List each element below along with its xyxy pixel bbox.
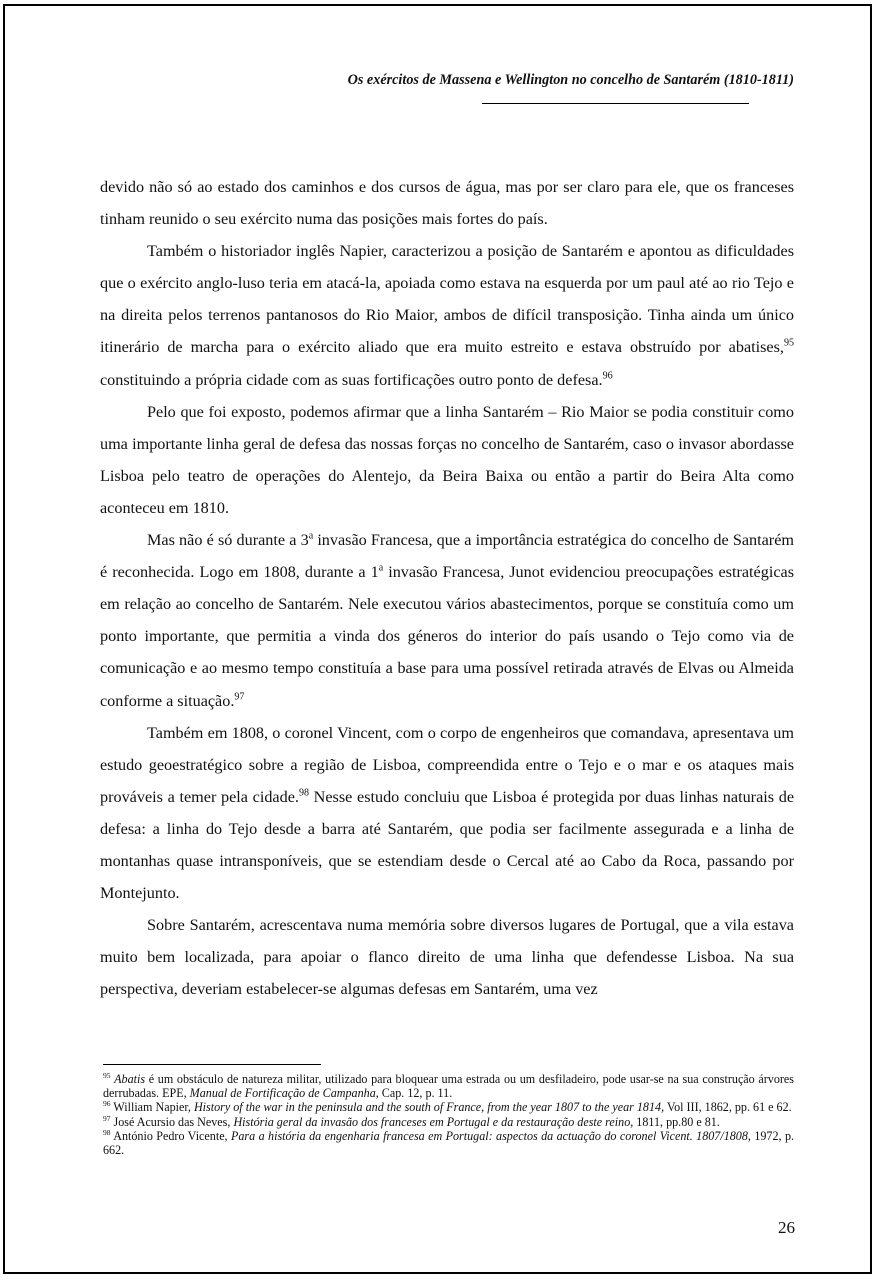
footnote-98: $^{98}$ António Pedro Vicente, Para a história da engenharia francesa em Portugal: aspectos da actuação do coronel Vicent. 1807/1808, 1972, p. 662.	[103, 1127, 795, 1158]
footnote-number: 97	[103, 1113, 111, 1123]
footnote-ref-96[interactable]: 96	[602, 370, 613, 382]
paragraph-2: Também o historiador inglês Napier, caracterizou a posição de Santarém e apontou as dificuldades que o exército anglo-luso teria em atacá-la, apoiada como estava na esquerda por um paul até ao rio Tejo e na direita pelos terrenos pantanosos do Rio Maior, ambos de difícil transposição. Tinha ainda um único itinerário de marcha para o exército aliado que era muito estreito e estava obstruído por abatises,$^{95}$ constituindo a própria cidade com as suas fortificações outro ponto de defesa.$^{96}$	[100, 242, 794, 389]
footnote-96: $^{96}$ William Napier, History of the war in the peninsula and the south of France, from the year 1807 to the year 1814, Vol III, 1862, pp. 61 e 62.	[103, 1099, 792, 1115]
running-header: Os exércitos de Massena e Wellington no concelho de Santarém (1810-1811)	[347, 72, 794, 88]
footnote-number: 98	[103, 1127, 111, 1137]
page-number: 26	[778, 1218, 795, 1237]
footnote-separator	[103, 1064, 321, 1065]
ordinal-indicator: a	[308, 530, 314, 542]
footnote-number: 96	[103, 1099, 111, 1109]
footnote-number: 95	[103, 1071, 111, 1081]
paragraph-1: devido não só ao estado dos caminhos e dos cursos de água, mas por ser claro para ele, que os franceses tinham reunido o seu exército numa das posições mais fortes do país.	[100, 178, 794, 229]
paragraph-5: Também em 1808, o coronel Vincent, com o corpo de engenheiros que comandava, apresentava um estudo geoestratégico sobre a região de Lisboa, compreendida entre o Tejo e o mar e os ataques mais prováveis a temer pela cidade.$^{98}$ Nesse estudo concluiu que Lisboa é protegida por duas linhas naturais de defesa: a linha do Tejo desde a barra até Santarém, que podia ser facilmente assegurada e a linha de montanhas quase intransponíveis, que se estendiam desde o Cercal até ao Cabo da Roca, passando por Montejunto.	[100, 723, 795, 903]
paragraph-6: Sobre Santarém, acrescentava numa memória sobre diversos lugares de Portugal, que a vila estava muito bem localizada, para apoiar o flanco direito de uma linha que defendesse Lisboa. Na sua perspectiva, deveriam estabelecer-se algumas defesas em Santarém, uma vez	[100, 916, 794, 999]
footnote-95: $^{95}$ Abatis é um obstáculo de natureza militar, utilizado para bloquear uma estrada ou um desfiladeiro, pode usar-se na sua construção árvores derrubadas. EPE, Manual de Fortificação de Campanha, Cap. 12, p. 11.	[103, 1071, 794, 1101]
footnote-ref-97[interactable]: 97	[234, 690, 245, 702]
header-rule	[482, 103, 749, 104]
ordinal-indicator: a	[378, 562, 384, 574]
paragraph-4: Mas não é só durante a 3$^a$ invasão Francesa, que a importância estratégica do concelho de Santarém é reconhecida. Logo em 1808, durante a 1$^a$ invasão Francesa, Junot evidenciou preocupações estratégicas em relação ao concelho de Santarém. Nele executou vários abastecimentos, porque se constituía como um ponto importante, que permitia a vinda dos géneros do interior do país usando o Tejo como via de comunicação e ao mesmo tempo constituía a base para uma possível retirada através de Elvas ou Almeida conforme a situação.$^{97}$	[100, 530, 794, 710]
footnote-ref-98[interactable]: 98	[298, 787, 309, 799]
paragraph-3: Pelo que foi exposto, podemos afirmar que a linha Santarém – Rio Maior se podia constituir como uma importante linha geral de defesa das nossas forças no concelho de Santarém, caso o invasor abordasse Lisboa pelo teatro de operações do Alentejo, da Beira Baixa ou então a partir do Beira Alta como aconteceu em 1810.	[100, 402, 794, 517]
footnote-97: $^{97}$ José Acursio das Neves, História geral da invasão dos franceses em Portugal e da restauração deste reino, 1811, pp.80 e 81.	[103, 1113, 720, 1129]
footnote-ref-95[interactable]: 95	[783, 337, 794, 349]
body-text	[100, 171, 794, 1005]
footnotes	[103, 1072, 794, 1157]
